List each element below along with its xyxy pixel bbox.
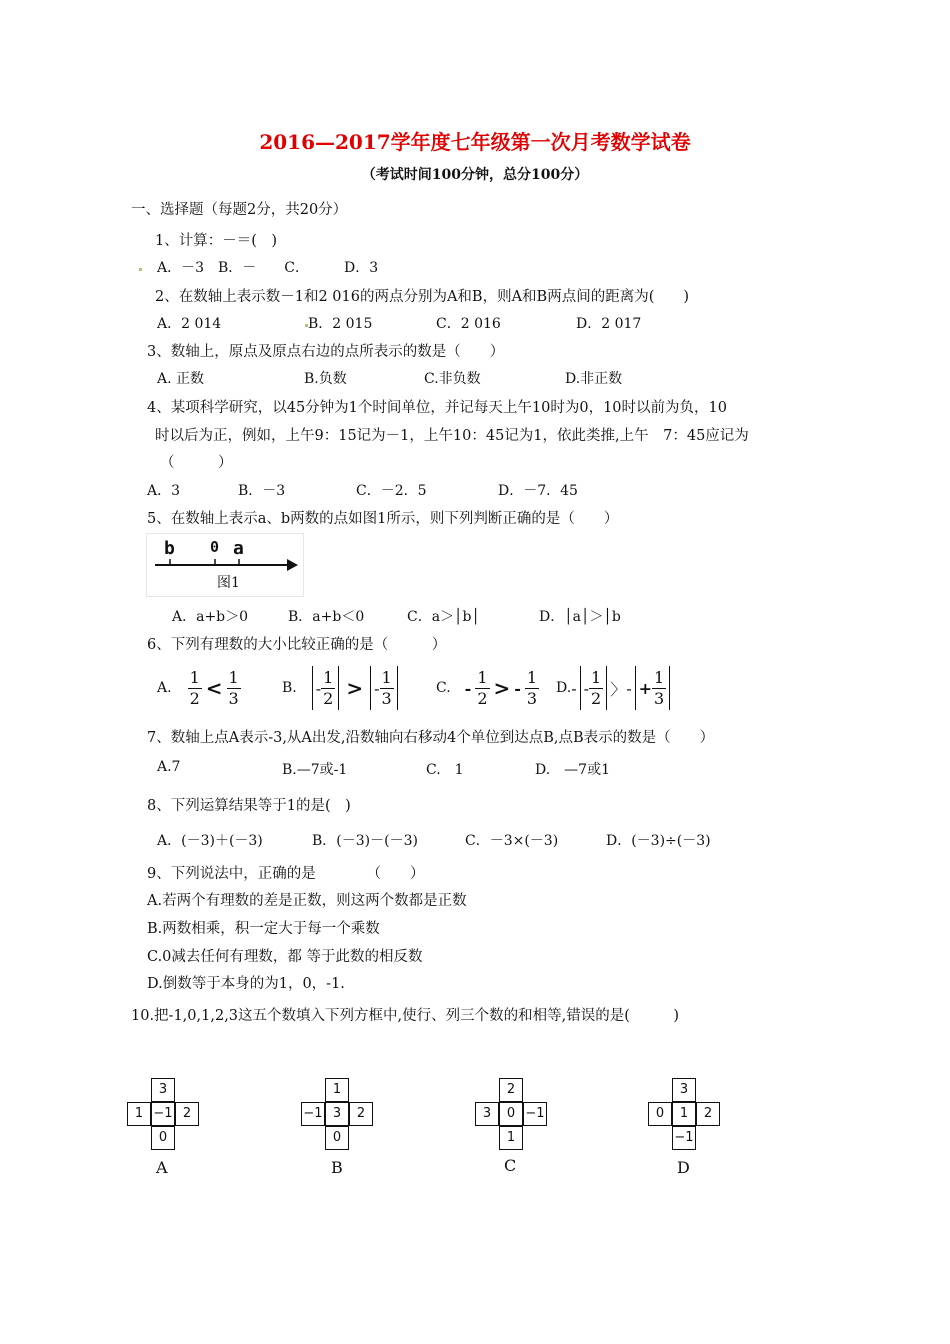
q4-stem-line1: 4、某项科学研究，以45分钟为1个时间单位，并记每天上午10时为0，10时以前为负，10 (147, 400, 727, 416)
q5-option-c: C．a＞│b│ (407, 609, 480, 625)
stray-mark (139, 268, 142, 271)
q1-stem: 1、计算：－＝( ) (155, 233, 278, 249)
q2-option-a: A．2 014 (157, 316, 222, 332)
denominator: 2 (189, 688, 200, 708)
q3-option-d: D.非正数 (565, 371, 623, 387)
minus-sign: - (374, 678, 380, 698)
q3-option-c: C.非负数 (424, 371, 481, 387)
q8-option-d: D．(－3)÷(－3) (606, 833, 711, 849)
greater-than: > (346, 676, 364, 700)
q8-option-b: B．(－3)－(－3) (312, 833, 418, 849)
q9-option-b: B.两数相乘，积一定大于每一个乘数 (147, 921, 380, 937)
point-b-label: b (164, 538, 175, 559)
grid-cell-right: 2 (696, 1102, 720, 1126)
q6-option-c (436, 663, 539, 713)
angle-bracket: 〉 (610, 679, 627, 699)
exam-info: （考试时间100分钟，总分100分） (361, 167, 589, 183)
q7-option-c: C. 1 (426, 762, 464, 778)
grid-cell-center: 3 (325, 1102, 349, 1126)
denominator: 3 (654, 688, 665, 708)
q2-option-d: D．2 017 (576, 316, 642, 332)
minus-sign: - (571, 678, 577, 698)
fraction-one-third (380, 668, 394, 709)
q3-option-a: A. 正数 (157, 371, 205, 387)
q8-option-a: A．(－3)＋(－3) (157, 833, 263, 849)
grid-cell-bottom: 1 (499, 1126, 523, 1150)
abs-bar (580, 666, 581, 710)
greater-than: > (493, 676, 511, 700)
minus-sign: - (315, 678, 322, 698)
fraction-one-half (589, 668, 603, 709)
abs-bar (669, 666, 670, 710)
q10-stem: 10.把-1,0,1,2,3这五个数填入下列方框中,使行、列三个数的和相等,错误的是( ) (131, 1008, 680, 1024)
grid-cell-top: 2 (499, 1078, 523, 1102)
q9-option-d: D.倒数等于本身的为1，0，-1. (147, 976, 345, 992)
minus-sign: - (583, 678, 589, 698)
q6-option-c-label: C. (436, 680, 451, 696)
q6-option-b-label: B. (282, 680, 297, 696)
denominator: 2 (477, 688, 488, 708)
origin-label: 0 (210, 538, 220, 556)
q5-stem: 5、在数轴上表示a、b两数的点如图1所示，则下列判断正确的是（ ） (147, 511, 619, 527)
abs-bar (370, 666, 371, 710)
q4-stem-line3: （ ） (160, 455, 233, 471)
grid-cell-right: −1 (523, 1102, 547, 1126)
abs-bar (635, 666, 636, 710)
q8-stem: 8、下列运算结果等于1的是( ) (147, 798, 351, 814)
q7-option-a: A.7 (157, 759, 181, 775)
grid-cell-right: 2 (349, 1102, 373, 1126)
fraction-one-third (652, 668, 666, 709)
q4-option-a: A．3 (147, 483, 181, 499)
figure-caption: 图1 (217, 575, 240, 591)
q4-option-b: B．－3 (238, 483, 286, 499)
fraction-one-third (227, 668, 241, 709)
q5-option-d: D．│a│＞│b (539, 609, 621, 625)
point-a-label: a (233, 538, 244, 559)
q6-option-a (157, 663, 241, 713)
minus-sign: - (514, 678, 521, 698)
grid-cell-top: 1 (325, 1078, 349, 1102)
grid-cell-center: 1 (672, 1102, 696, 1126)
abs-bar (606, 666, 607, 710)
denominator: 2 (323, 688, 334, 708)
denominator: 3 (526, 688, 538, 708)
grid-cell-bottom: −1 (672, 1126, 696, 1150)
grid-cell-right: 2 (175, 1102, 199, 1126)
page-title: 2016—2017学年度七年级第一次月考数学试卷 (259, 130, 691, 154)
q7-stem: 7、数轴上点A表示-3,从A出发,沿数轴向右移动4个单位到达点B,点B表示的数是（ ） (147, 730, 715, 746)
q9-option-a: A.若两个有理数的差是正数，则这两个数都是正数 (147, 893, 467, 909)
numerator: 1 (477, 667, 488, 687)
q2-option-b: B．2 015 (308, 316, 373, 332)
grid-cell-left: 0 (648, 1102, 672, 1126)
grid-label: A (156, 1158, 168, 1177)
numerator: 1 (228, 667, 239, 687)
section-heading: 一、选择题（每题2分，共20分） (131, 202, 348, 218)
grid-cell-top: 3 (672, 1078, 696, 1102)
grid-label: B (331, 1158, 343, 1177)
q4-option-c: C．－2．5 (356, 483, 427, 499)
q4-option-d: D．－7．45 (498, 483, 578, 499)
q7-option-d: D. —7或1 (535, 762, 610, 778)
denominator: 2 (591, 688, 602, 708)
fraction-one-third (525, 668, 539, 709)
grid-cell-left: 1 (127, 1102, 151, 1126)
numerator: 1 (323, 667, 334, 687)
q1-options: A．－3 B．－ C． D．3 (157, 260, 379, 276)
q9-option-c: C.0减去任何有理数，都 等于此数的相反数 (147, 949, 423, 965)
q6-option-d (556, 663, 673, 713)
abs-bar (312, 666, 313, 710)
grid-cell-left: −1 (301, 1102, 325, 1126)
plus-sign: + (638, 678, 653, 698)
grid-cell-bottom: 0 (325, 1126, 349, 1150)
denominator: 3 (381, 688, 392, 708)
grid-cell-top: 3 (151, 1078, 175, 1102)
q5-option-b: B．a+b＜0 (288, 609, 365, 625)
numerator: 1 (381, 667, 392, 687)
q3-stem: 3、数轴上，原点及原点右边的点所表示的数是（ ） (147, 344, 505, 360)
q3-option-b: B.负数 (304, 371, 347, 387)
minus-sign: - (626, 678, 632, 698)
grid-cell-left: 3 (475, 1102, 499, 1126)
q7-option-b: B.—7或-1 (282, 762, 348, 778)
q2-option-c: C．2 016 (436, 316, 501, 332)
number-line-figure (146, 533, 304, 597)
q2-stem: 2、在数轴上表示数－1和2 016的两点分别为A和B，则A和B两点间的距离为( ) (155, 289, 690, 305)
grid-cell-center: 0 (499, 1102, 523, 1126)
numerator: 1 (654, 667, 665, 687)
minus-sign: - (464, 678, 472, 698)
numerator: 1 (591, 667, 602, 687)
numerator: 1 (526, 667, 538, 687)
grid-cell-bottom: 0 (151, 1126, 175, 1150)
abs-bar (397, 666, 398, 710)
denominator: 3 (228, 688, 239, 708)
q6-option-b (282, 663, 401, 713)
abs-bar (338, 666, 339, 710)
grid-label: C (504, 1156, 517, 1175)
q9-stem: 9、下列说法中，正确的是 （ ） (147, 866, 425, 882)
q6-stem: 6、下列有理数的大小比较正确的是（ ） (147, 637, 447, 653)
q4-stem-line2: 时以后为正，例如，上午9：15记为－1，上午10：45记为1，依此类推,上午 7：45应记为 (155, 428, 749, 444)
q5-option-a: A．a+b＞0 (172, 609, 249, 625)
q6-option-a-label: A. (157, 680, 172, 696)
grid-cell-center: −1 (151, 1102, 175, 1126)
numerator: 1 (189, 667, 200, 687)
fraction-one-half (321, 668, 335, 709)
less-than: < (205, 676, 223, 700)
number-line-arrowhead (287, 559, 298, 571)
fraction-one-half (475, 668, 489, 709)
q8-option-c: C．－3×(－3) (465, 833, 559, 849)
fraction-one-half (188, 668, 202, 709)
q6-option-d-label: D. (556, 680, 572, 696)
grid-label: D (677, 1158, 690, 1177)
